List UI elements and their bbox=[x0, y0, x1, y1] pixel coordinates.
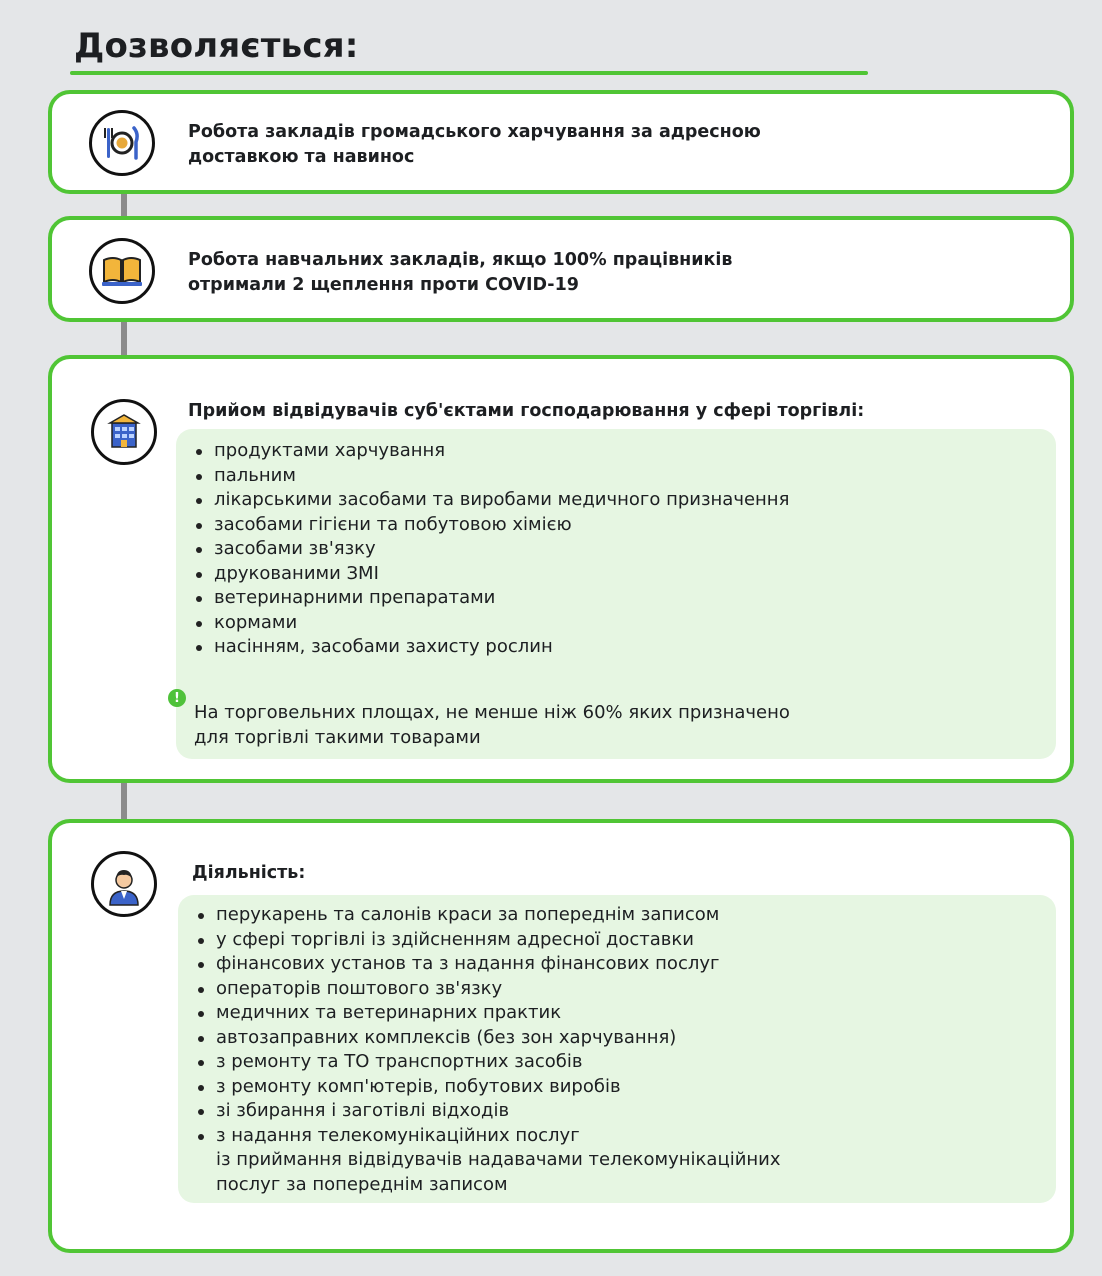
activities-tail bbox=[216, 1148, 781, 1197]
list-item: засобами зв'язку bbox=[192, 537, 789, 562]
card-text-line: доставкою та навинос bbox=[188, 147, 415, 167]
exclamation-icon: ! bbox=[168, 689, 186, 707]
note-line: для торгівлі такими товарами bbox=[194, 726, 481, 748]
card-trade bbox=[48, 355, 1074, 783]
activities-list-box bbox=[178, 895, 1056, 1203]
list-item: перукарень та салонів краси за попереднім записом bbox=[194, 903, 719, 928]
list-item: продуктами харчування bbox=[192, 439, 789, 464]
list-item: автозаправних комплексів (без зон харчування) bbox=[194, 1026, 719, 1051]
food-plate-icon bbox=[89, 110, 155, 176]
goods-list bbox=[192, 439, 789, 660]
list-item: операторів поштового зв'язку bbox=[194, 977, 719, 1002]
list-item: фінансових установ та з надання фінансових послуг bbox=[194, 952, 719, 977]
heading-underline bbox=[70, 71, 868, 75]
open-book-icon bbox=[89, 238, 155, 304]
card-text-line: отримали 2 щеплення проти COVID-19 bbox=[188, 275, 579, 295]
list-item: лікарськими засобами та виробами медичного призначення bbox=[192, 488, 789, 513]
list-item: насінням, засобами захисту рослин bbox=[192, 635, 789, 660]
list-item: з надання телекомунікаційних послуг bbox=[194, 1124, 719, 1149]
card-food-service bbox=[48, 90, 1074, 194]
activities-list bbox=[194, 903, 719, 1148]
list-item: з ремонту комп'ютерів, побутових виробів bbox=[194, 1075, 719, 1100]
card-title: Діяльність: bbox=[192, 863, 306, 883]
card-title: Прийом відвідувачів суб'єктами господарювання у сфері торгівлі: bbox=[188, 401, 865, 421]
connector-line bbox=[121, 193, 127, 217]
connector-line bbox=[121, 320, 127, 356]
trade-note bbox=[194, 701, 790, 750]
card-text-line: Робота навчальних закладів, якщо 100% працівників bbox=[188, 250, 733, 270]
shop-building-icon bbox=[91, 399, 157, 465]
worker-person-icon bbox=[91, 851, 157, 917]
list-item: друкованими ЗМІ bbox=[192, 562, 789, 587]
list-item: зі збирання і заготівлі відходів bbox=[194, 1099, 719, 1124]
list-item: кормами bbox=[192, 611, 789, 636]
card-activities bbox=[48, 819, 1074, 1253]
list-item: пальним bbox=[192, 464, 789, 489]
page-heading: Дозволяється: bbox=[74, 26, 359, 66]
note-line: На торговельних площах, не менше ніж 60% яких призначено bbox=[194, 702, 790, 723]
list-item: з ремонту та ТО транспортних засобів bbox=[194, 1050, 719, 1075]
card-text-line: Робота закладів громадського харчування за адресною bbox=[188, 122, 761, 142]
list-item: ветеринарними препаратами bbox=[192, 586, 789, 611]
list-item: засобами гігієни та побутовою хімією bbox=[192, 513, 789, 538]
connector-line bbox=[121, 782, 127, 820]
tail-line: із приймання відвідувачів надавачами телекомунікаційних bbox=[216, 1149, 781, 1170]
tail-line: послуг за попереднім записом bbox=[216, 1173, 508, 1195]
list-item: медичних та ветеринарних практик bbox=[194, 1001, 719, 1026]
card-education bbox=[48, 216, 1074, 322]
list-item: у сфері торгівлі із здійсненням адресної доставки bbox=[194, 928, 719, 953]
